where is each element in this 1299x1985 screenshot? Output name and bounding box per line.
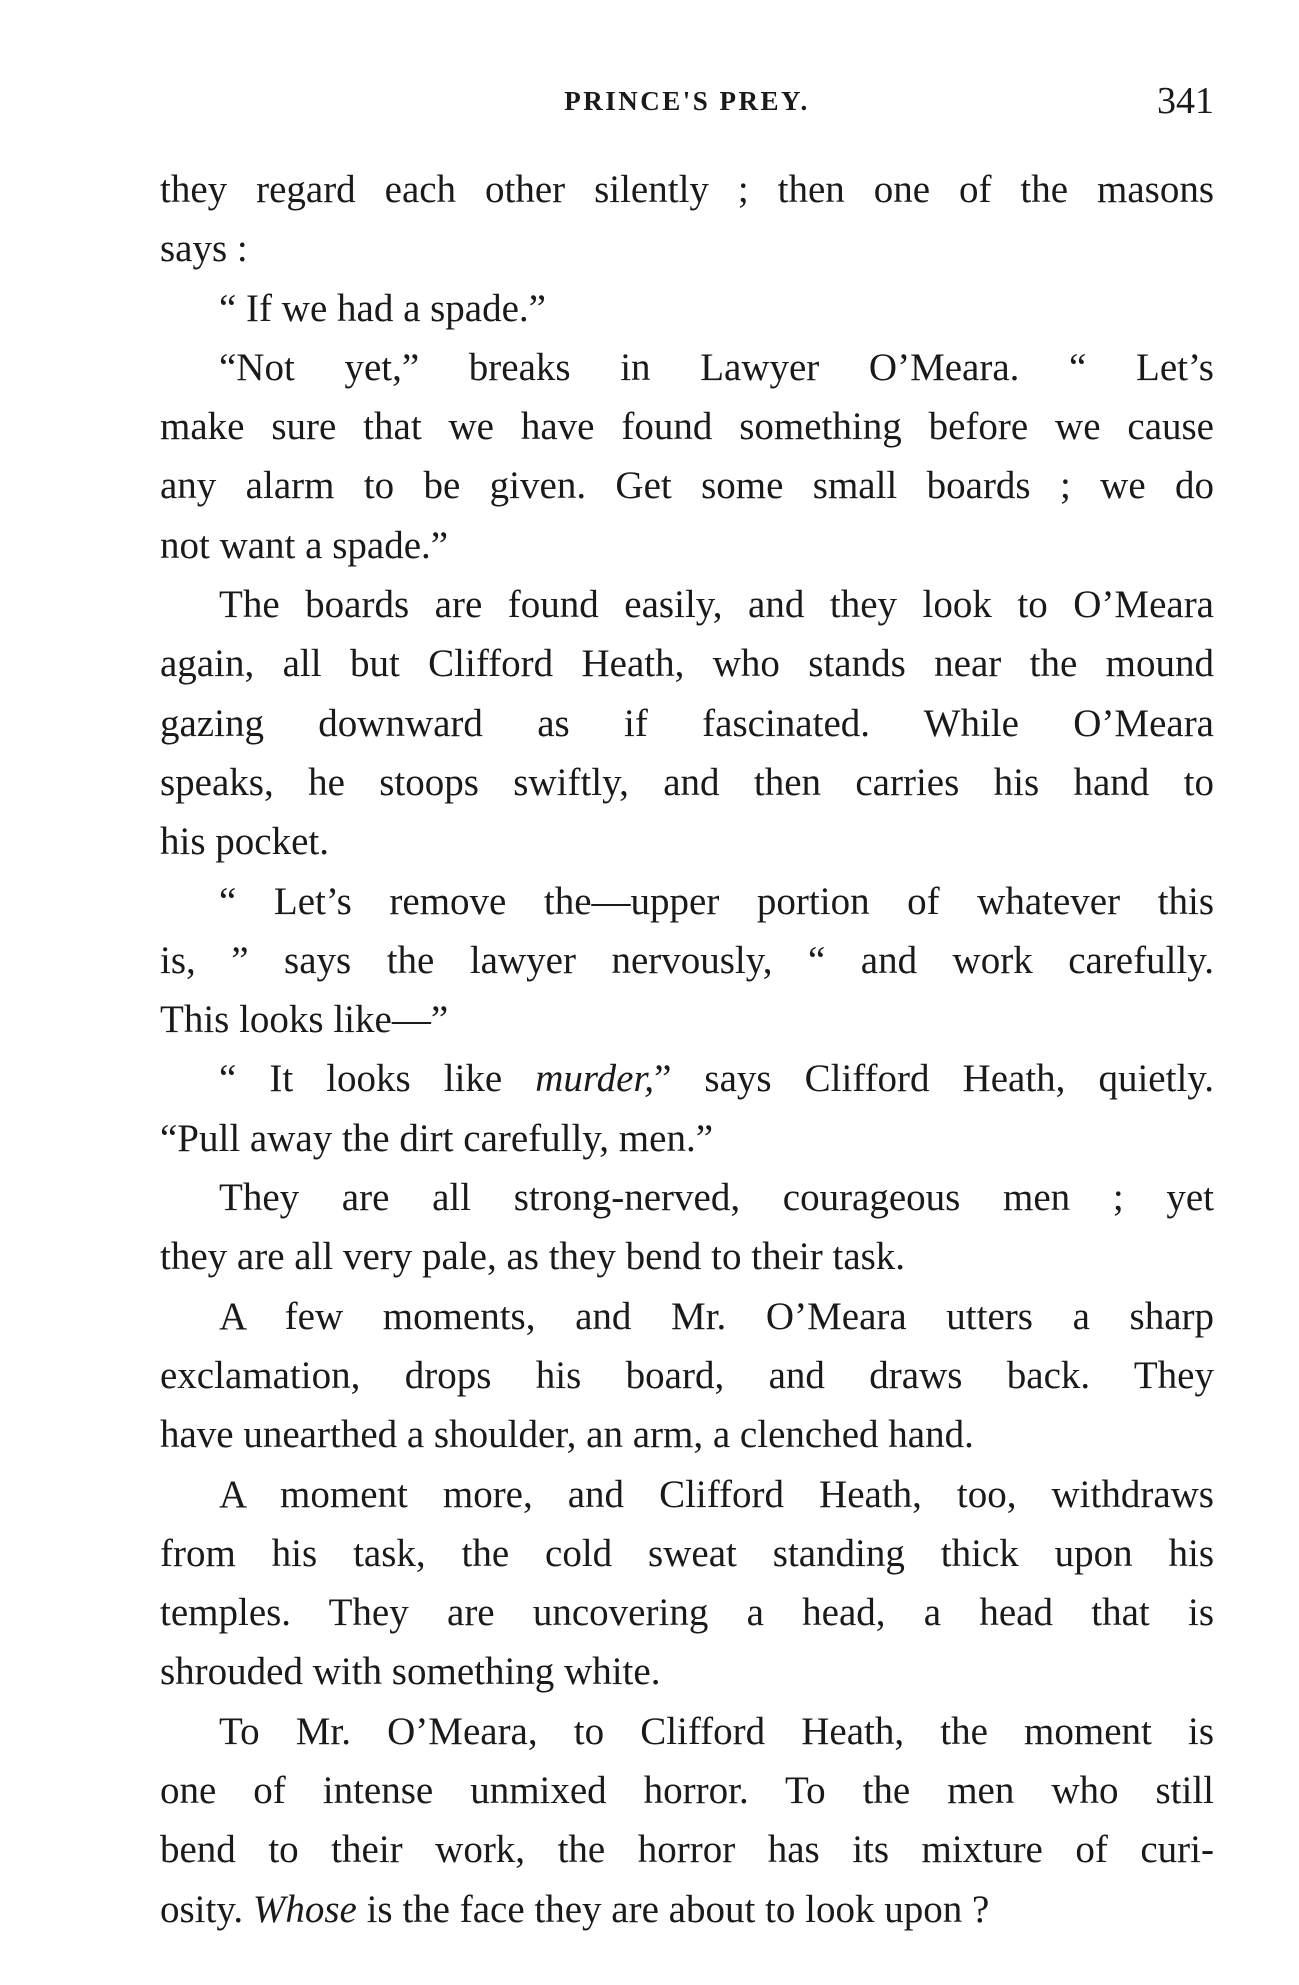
text-line: The boards are found easily, and they look to O’Meara — [219, 583, 1214, 627]
text-line: they regard each other silently ; then one of the masons — [160, 168, 1214, 211]
text-line: one of intense unmixed horror. To the men who still — [160, 1769, 1214, 1813]
text-run: is the face they are about to look upon ? — [356, 1887, 990, 1931]
text-run: osity. — [160, 1887, 253, 1931]
italic-word: Whose — [252, 1887, 357, 1931]
text-line: is, ” says the lawyer nervously, “ and work carefully. — [160, 938, 1214, 982]
text-line: not want a spade.” — [160, 523, 449, 567]
text-line: A few moments, and Mr. O’Meara utters a sharp — [219, 1294, 1214, 1338]
text-line: says : — [160, 227, 248, 271]
text-line — [160, 1049, 1214, 1108]
text-line: gazing downward as if fascinated. While O’Meara — [160, 701, 1214, 745]
text-line: his pocket. — [160, 820, 329, 864]
text-line: “ Let’s remove the—upper portion of whatever this — [219, 879, 1214, 923]
text-line: from his task, the cold sweat standing thick upon his — [160, 1531, 1214, 1575]
text-line: make sure that we have found something before we cause — [160, 405, 1214, 449]
body-text — [160, 160, 1214, 1939]
text-line: They are all strong-nerved, courageous men ; yet — [219, 1176, 1214, 1220]
running-head — [160, 76, 1214, 126]
text-line: To Mr. O’Meara, to Clifford Heath, the moment is — [219, 1709, 1214, 1753]
text-line: shrouded with something white. — [160, 1650, 661, 1694]
text-line: A moment more, and Clifford Heath, too, withdraws — [219, 1472, 1214, 1516]
italic-word: murder, — [535, 1057, 655, 1101]
text-line: “Pull away the dirt carefully, men.” — [160, 1116, 714, 1160]
running-title: PRINCE'S PREY. — [564, 86, 810, 116]
text-line: speaks, he stoops swiftly, and then carries his hand to — [160, 760, 1214, 804]
text-line: exclamation, drops his board, and draws back. They — [160, 1353, 1214, 1397]
text-line: they are all very pale, as they bend to their task. — [160, 1235, 906, 1279]
text-line: temples. They are uncovering a head, a head that is — [160, 1591, 1214, 1635]
text-line: any alarm to be given. Get some small boards ; we do — [160, 464, 1214, 508]
text-line: have unearthed a shoulder, an arm, a clenched hand. — [160, 1413, 974, 1457]
page-number: 341 — [1157, 80, 1214, 122]
text-line: bend to their work, the horror has its mixture of curi- — [160, 1828, 1214, 1872]
text-run: ” says Clifford Heath, quietly. — [654, 1057, 1214, 1101]
text-line: “Not yet,” breaks in Lawyer O’Meara. “ Let’s — [219, 345, 1214, 389]
text-line — [160, 1880, 1214, 1939]
text-line: “ If we had a spade.” — [219, 286, 546, 330]
text-run: “ It looks like — [219, 1057, 536, 1101]
text-line: again, all but Clifford Heath, who stands near the mound — [160, 642, 1214, 686]
text-line: This looks like—” — [160, 998, 449, 1042]
